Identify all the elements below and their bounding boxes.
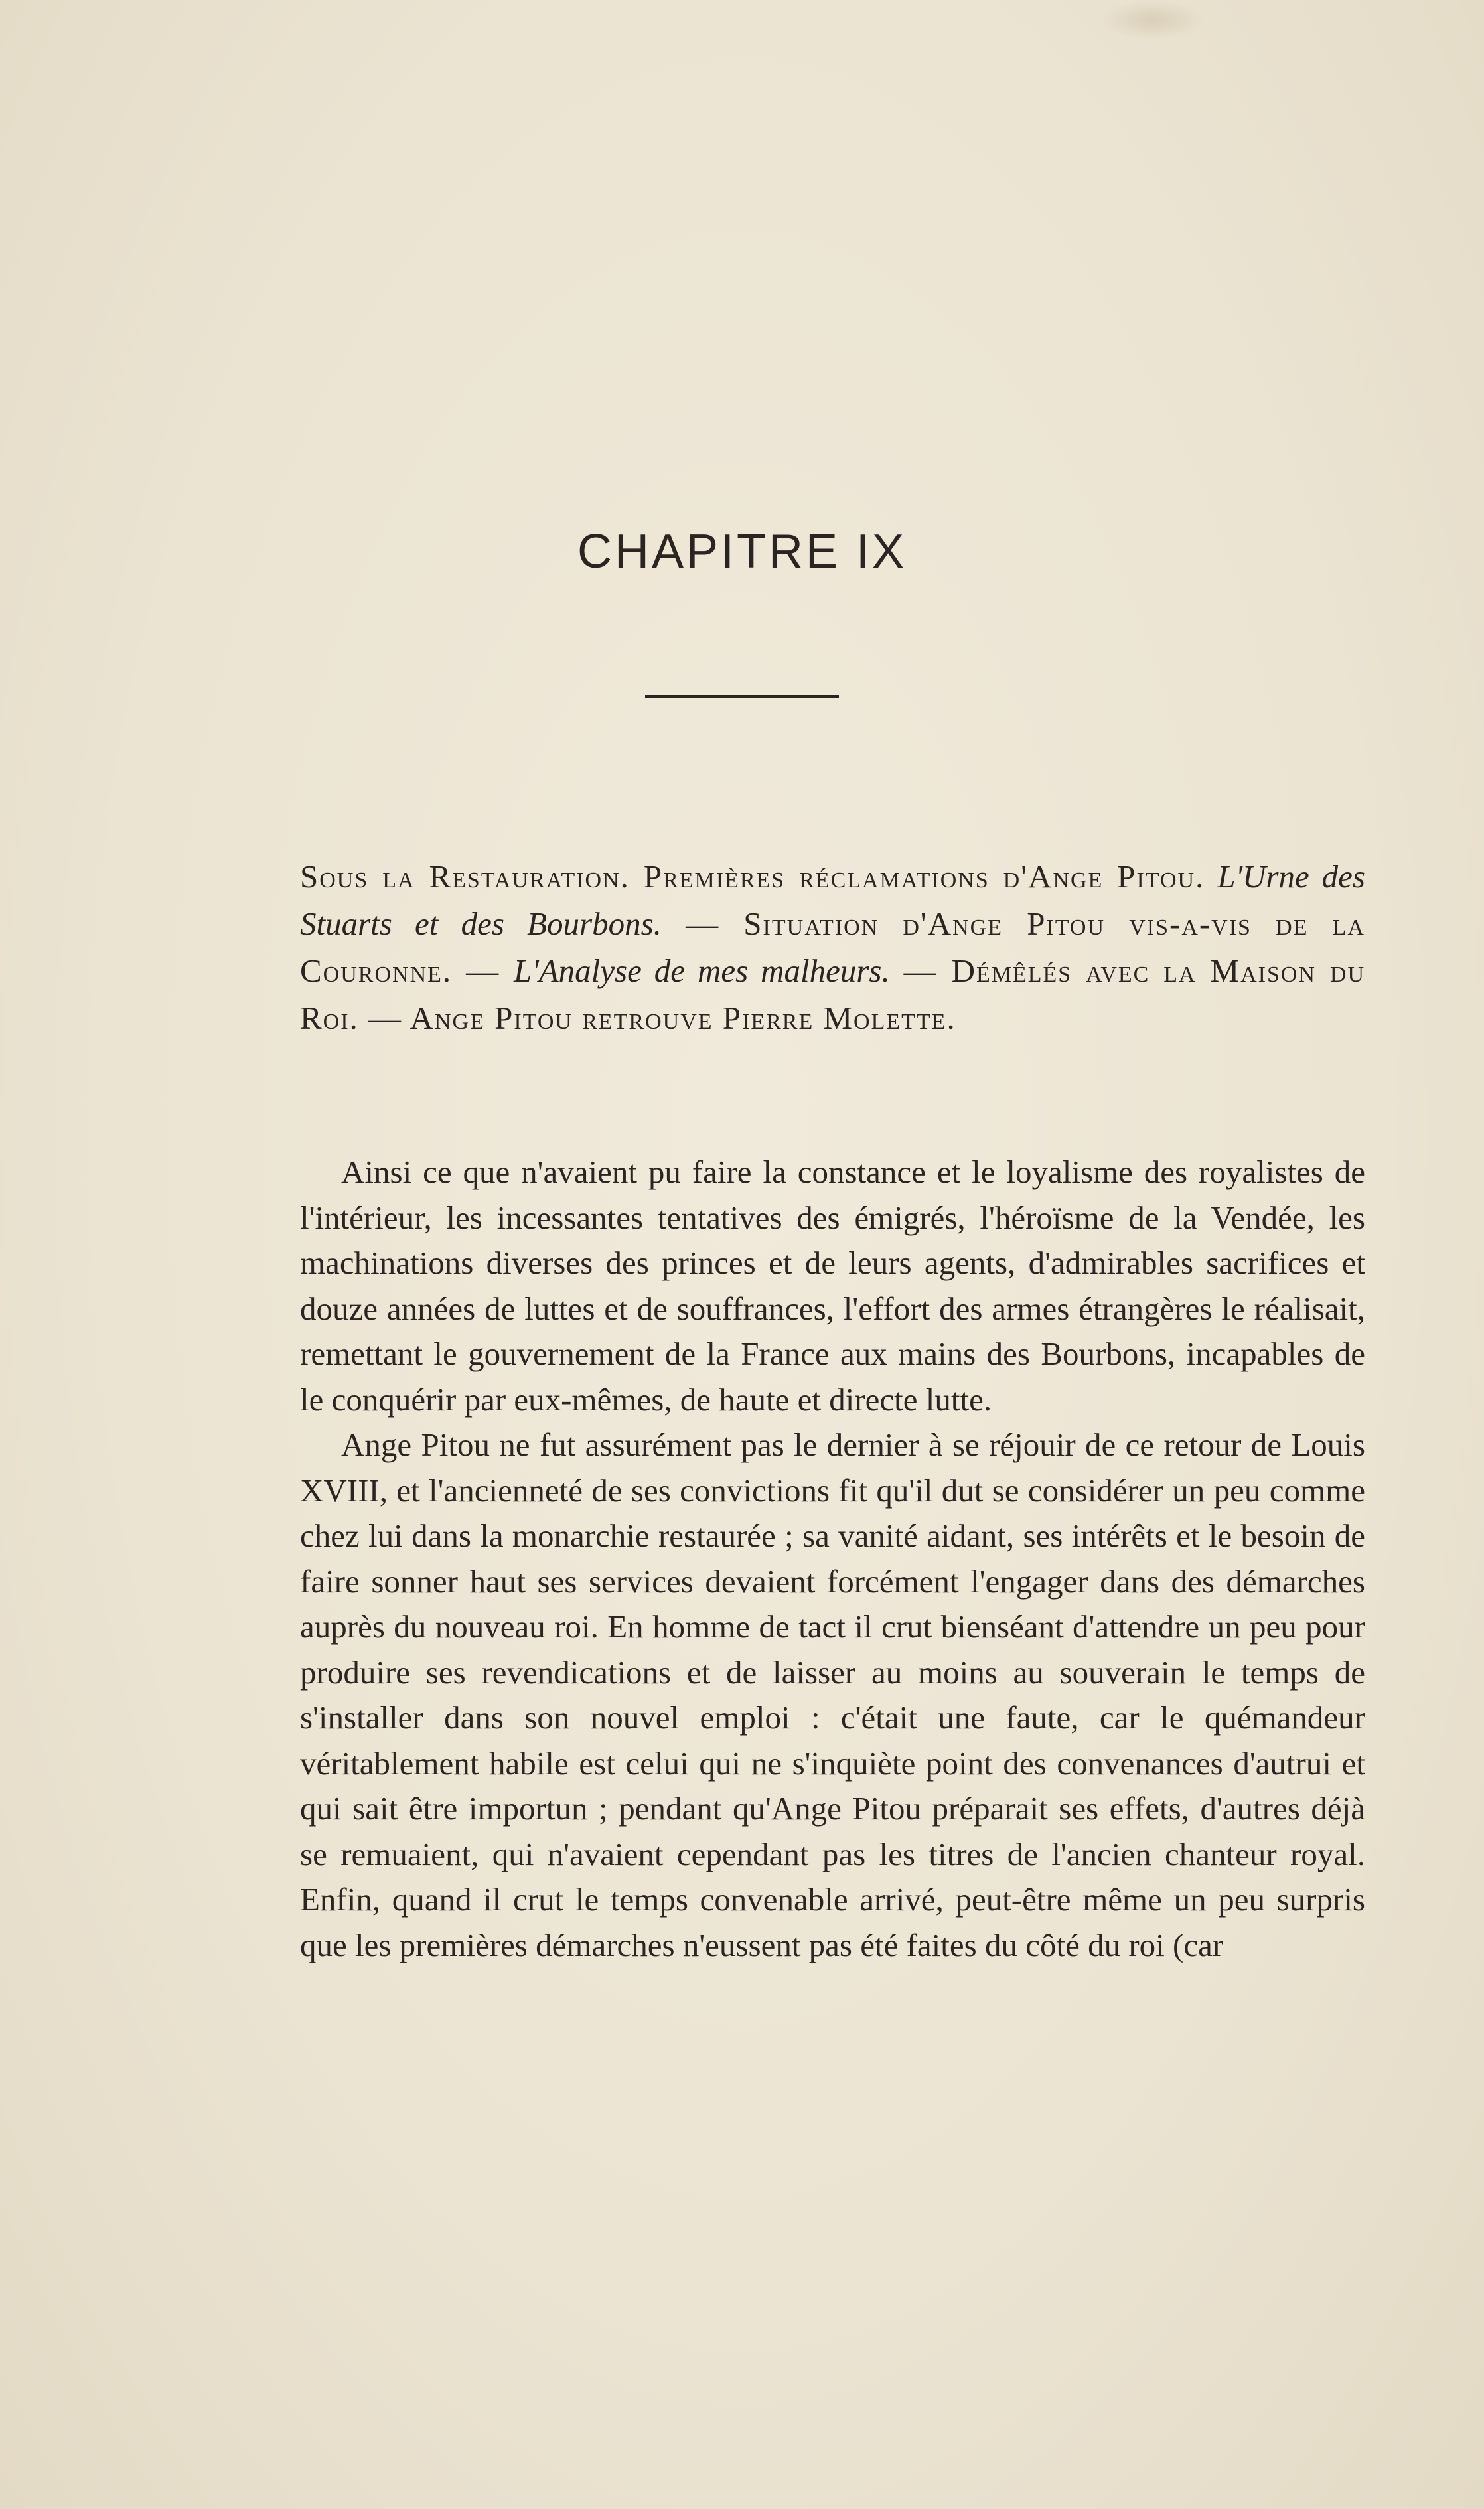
summary-part-2: L'Urne des Stuarts et des Bourbons.	[300, 858, 1365, 942]
paper-stain	[1099, 0, 1205, 40]
body-text	[300, 1150, 1365, 1968]
summary-part-5: — Démêlés avec la Maison du Roi. — Ange Pitou retrouve Pierre Molette.	[300, 952, 1365, 1036]
summary-part-1: Sous la Restauration. Premières réclamations d'Ange Pitou.	[300, 858, 1205, 895]
chapter-title: CHAPITRE IX	[577, 525, 907, 578]
summary-part-4: L'Analyse de mes malheurs.	[514, 952, 890, 989]
summary-part-3: — Situation d'Ange Pitou vis-a-vis de la Couronne. —	[300, 905, 1365, 989]
paragraph: Ainsi ce que n'avaient pu faire la constance et le loyalisme des royalistes de l'intérieur, les incessantes tentatives des émigrés, l'héroïsme de la Vendée, les machinations diverses des princes et de leurs agents, d'admirables sacrifices et douze années de luttes et de souffrances, l'effort des armes étrangères le réalisait, remettant le gouvernement de la France aux mains des Bourbons, incapables de le conquérir par eux-mêmes, de haute et directe lutte.	[300, 1154, 1365, 1418]
title-rule	[645, 695, 839, 698]
paragraph: Ange Pitou ne fut assurément pas le dernier à se réjouir de ce retour de Louis XVIII, et l'ancienneté de ses convictions fit qu'il dut se considérer un peu comme chez lui dans la monarchie restaurée ; sa vanité aidant, ses intérêts et le besoin de faire sonner haut ses services devaient forcément l'engager dans des démarches auprès du nouveau roi. En homme de tact il crut bienséant d'attendre un peu pour produire ses revendications et de laisser au moins au souverain le temps de s'installer dans son nouvel emploi : c'était une faute, car le quémandeur véritablement habile est celui qui ne s'inquiète point des convenances d'autrui et qui sait être importun ; pendant qu'Ange Pitou préparait ses effets, d'autres déjà se remuaient, qui n'avaient cependant pas les titres de l'ancien chanteur royal. Enfin, quand il crut le temps convenable arrivé, peut-être même un peu surpris que les premières démarches n'eussent pas été faites du côté du roi (car	[300, 1426, 1365, 1963]
chapter-summary	[300, 853, 1365, 1041]
